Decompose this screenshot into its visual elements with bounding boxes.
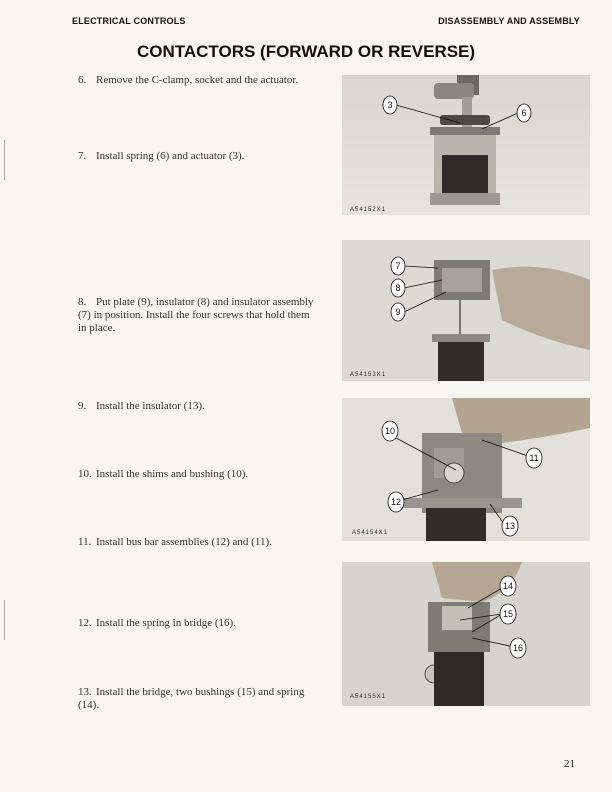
step-text: Install spring (6) and actuator (3). [96,150,245,162]
binder-mark [2,140,8,180]
callout-label: 11 [529,453,539,463]
header-chapter-title: DISASSEMBLY AND ASSEMBLY [438,16,580,26]
step-text: Install the insulator (13). [96,400,205,412]
step-number: 10. [78,468,92,480]
step-7 [78,150,328,163]
callout-label: 3 [387,100,393,110]
callout-label: 6 [521,108,527,118]
step-text: Install the shims and bushing (10). [96,468,249,480]
figure-4-photo [342,562,590,706]
header-section-title: ELECTRICAL CONTROLS [72,16,186,26]
callout-label: 14 [502,581,514,591]
binder-mark [2,600,8,640]
callout-label: 13 [504,521,516,531]
step-text: Put plate (9), insulator (8) and insulator assembly (7) in position. Install the four screws that hold them in place. [78,296,314,334]
figure-caption: A54154X1 [352,530,389,536]
step-11 [78,536,328,549]
step-13 [78,686,318,712]
figure-caption: A54155X1 [350,694,387,700]
callout-label: 10 [384,426,396,436]
callout-label: 15 [502,609,514,619]
step-9 [78,400,328,413]
step-number: 8. [78,296,87,308]
figure-3-photo [342,398,590,541]
page-number: 21 [564,758,575,770]
step-8 [78,296,316,335]
step-number: 12. [78,617,92,629]
step-10 [78,468,328,481]
step-text: Install the spring in bridge (16). [96,617,236,629]
step-12 [78,617,328,630]
figure-caption: A54152X1 [350,207,387,213]
step-text: Install bus bar assemblies (12) and (11). [96,536,272,548]
callout-label: 12 [390,497,402,507]
step-6 [78,74,328,87]
page-title: CONTACTORS (FORWARD OR REVERSE) [136,42,476,61]
step-number: 6. [78,74,87,86]
callout-label: 16 [512,643,524,653]
callout-label: 9 [395,307,401,317]
step-number: 13. [78,686,92,698]
step-number: 7. [78,150,87,162]
step-text: Install the bridge, two bushings (15) and spring (14). [78,686,305,711]
figure-2-photo [342,240,590,381]
step-number: 11. [78,536,92,548]
callout-label: 7 [395,261,401,271]
step-number: 9. [78,400,87,412]
figure-1-photo [342,75,590,215]
figure-caption: A54153X1 [350,372,387,378]
step-text: Remove the C-clamp, socket and the actuator. [96,74,299,86]
callout-label: 8 [395,283,401,293]
